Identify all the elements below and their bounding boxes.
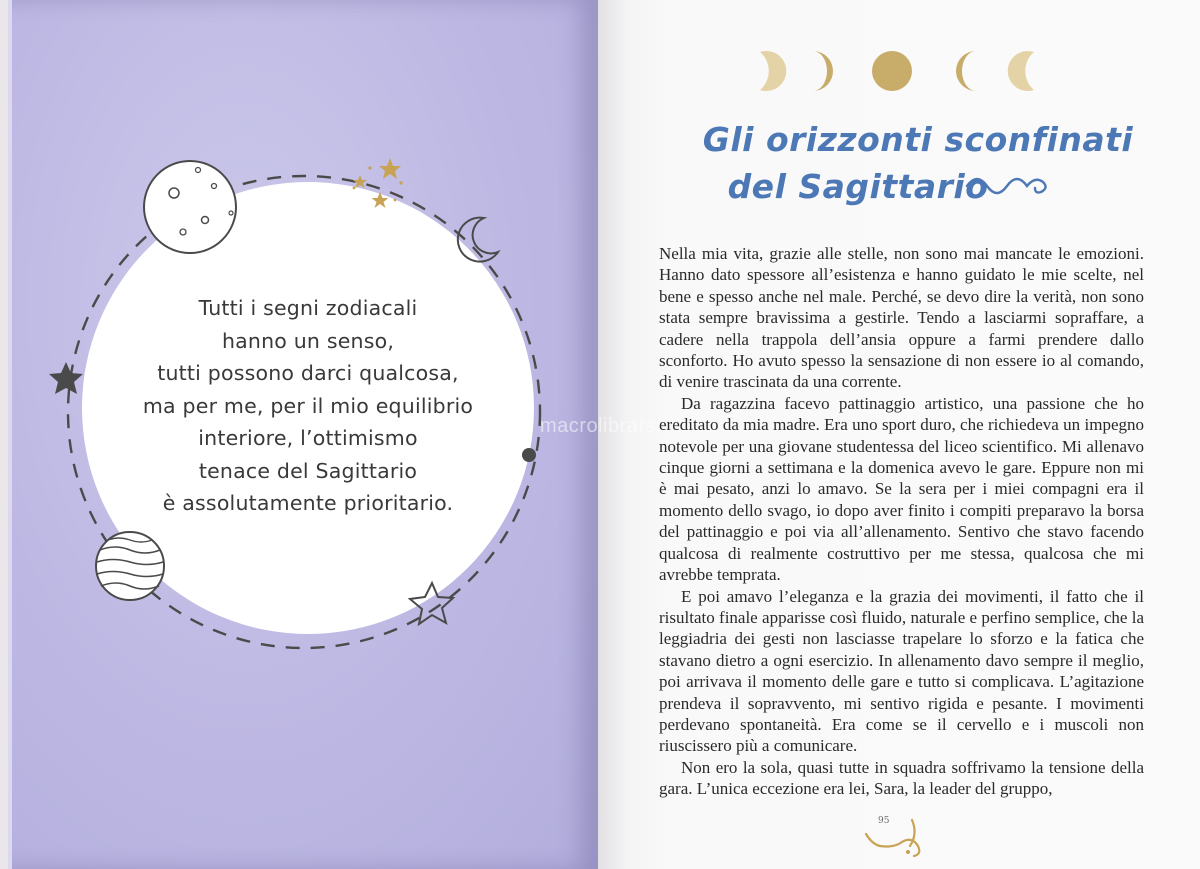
quote-line: hanno un senso, bbox=[221, 328, 395, 353]
quote-line: tutti possono darci qualcosa, bbox=[157, 361, 459, 385]
watermark-logo-icon bbox=[497, 416, 537, 456]
right-page bbox=[598, 0, 1200, 869]
quote-line: tenace del Sagittario bbox=[198, 458, 418, 483]
page-number: 95 bbox=[878, 816, 890, 826]
sparkles-icon bbox=[353, 158, 403, 208]
quote-text bbox=[82, 292, 534, 520]
chapter-title-line-1: Gli orizzonti sconfinati bbox=[702, 120, 1134, 159]
quote-line: interiore, l’ottimismo bbox=[198, 426, 418, 450]
moon-sketch-icon bbox=[144, 161, 236, 253]
page-ornament-icon bbox=[860, 812, 940, 862]
paragraph: E poi amavo l’eleganza e la grazia dei movimenti, il fatto che il risultato finale apparisse così fluido, naturale e perfino semplice, che la leggiadria dei gesti non lasciasse trapelare lo sforzo e la fatica che stavano dietro a ogni esercizio. In allenamento davo sempre il meglio, poi arrivava il momento delle gare e tutto si complicava. L’agitazione prendeva il sopravvento, mi sentivo rigida e pesante. I movimenti perdevano spontaneità. Era come se il cervello e i muscoli non riuscissero più a comunicare. bbox=[659, 586, 1144, 756]
planet-icon bbox=[96, 532, 164, 600]
chapter-title-line-2: del Sagittario bbox=[727, 167, 989, 206]
quote-line: Tutti i segni zodiacali bbox=[198, 296, 418, 320]
star-icon bbox=[49, 362, 83, 394]
moon-phases bbox=[598, 0, 1200, 120]
waxing-half-icon bbox=[813, 51, 833, 91]
waxing-crescent-icon bbox=[760, 51, 786, 91]
star-outline-icon bbox=[410, 583, 453, 624]
quote-line: ma per me, per il mio equilibrio bbox=[142, 393, 474, 418]
body-text bbox=[659, 243, 1144, 800]
full-moon-icon bbox=[872, 51, 912, 91]
paragraph: Nella mia vita, grazie alle stelle, non sono mai mancate le emozioni. Hanno dato spessore all’esistenza e hanno guidato le mie scelte, nel bene e spesso anche nel male. Perché, se devo dire la verità, non sono stata sempre bravissima a gestirle. Tendo a lasciarmi sopraffare, a cadere nella trappola dell’ansia oppure a farmi prendere dallo sconforto. Ho avuto spesso la sensazione di non essere io al comando, di venire trascinata da una corrente. bbox=[659, 244, 1144, 392]
paragraph: Da ragazzina facevo pattinaggio artistico, una passione che ho ereditato da mia madre. Era uno sport duro, che richiedeva un impegno notevole per una giovane studentessa del liceo scientifico. Mi allenavo cinque giorni a settimana e la domenica avevo le gare. Eppure non mi è mai pesato, anzi lo amavo. Se la sera per i miei compagni era il momento dello svago, io dopo aver finito i compiti preparavo la borsa del pattinaggio e poi via all’allenamento. Sentivo che stavo facendo qualcosa di realmente costruttivo per me stessa, qualcosa che mi avrebbe temprata. bbox=[659, 393, 1144, 585]
waning-crescent-icon bbox=[1008, 51, 1034, 91]
paragraph: Non ero la sola, quasi tutte in squadra soffrivamo la tensione della gara. L’unica eccezione era lei, Sara, la leader del gruppo, bbox=[659, 757, 1144, 799]
flourish-icon bbox=[963, 166, 1063, 206]
quote-line: è assolutamente prioritario. bbox=[162, 491, 454, 515]
waning-half-icon bbox=[956, 51, 976, 91]
watermark: macrolibrarsi bbox=[540, 415, 661, 437]
